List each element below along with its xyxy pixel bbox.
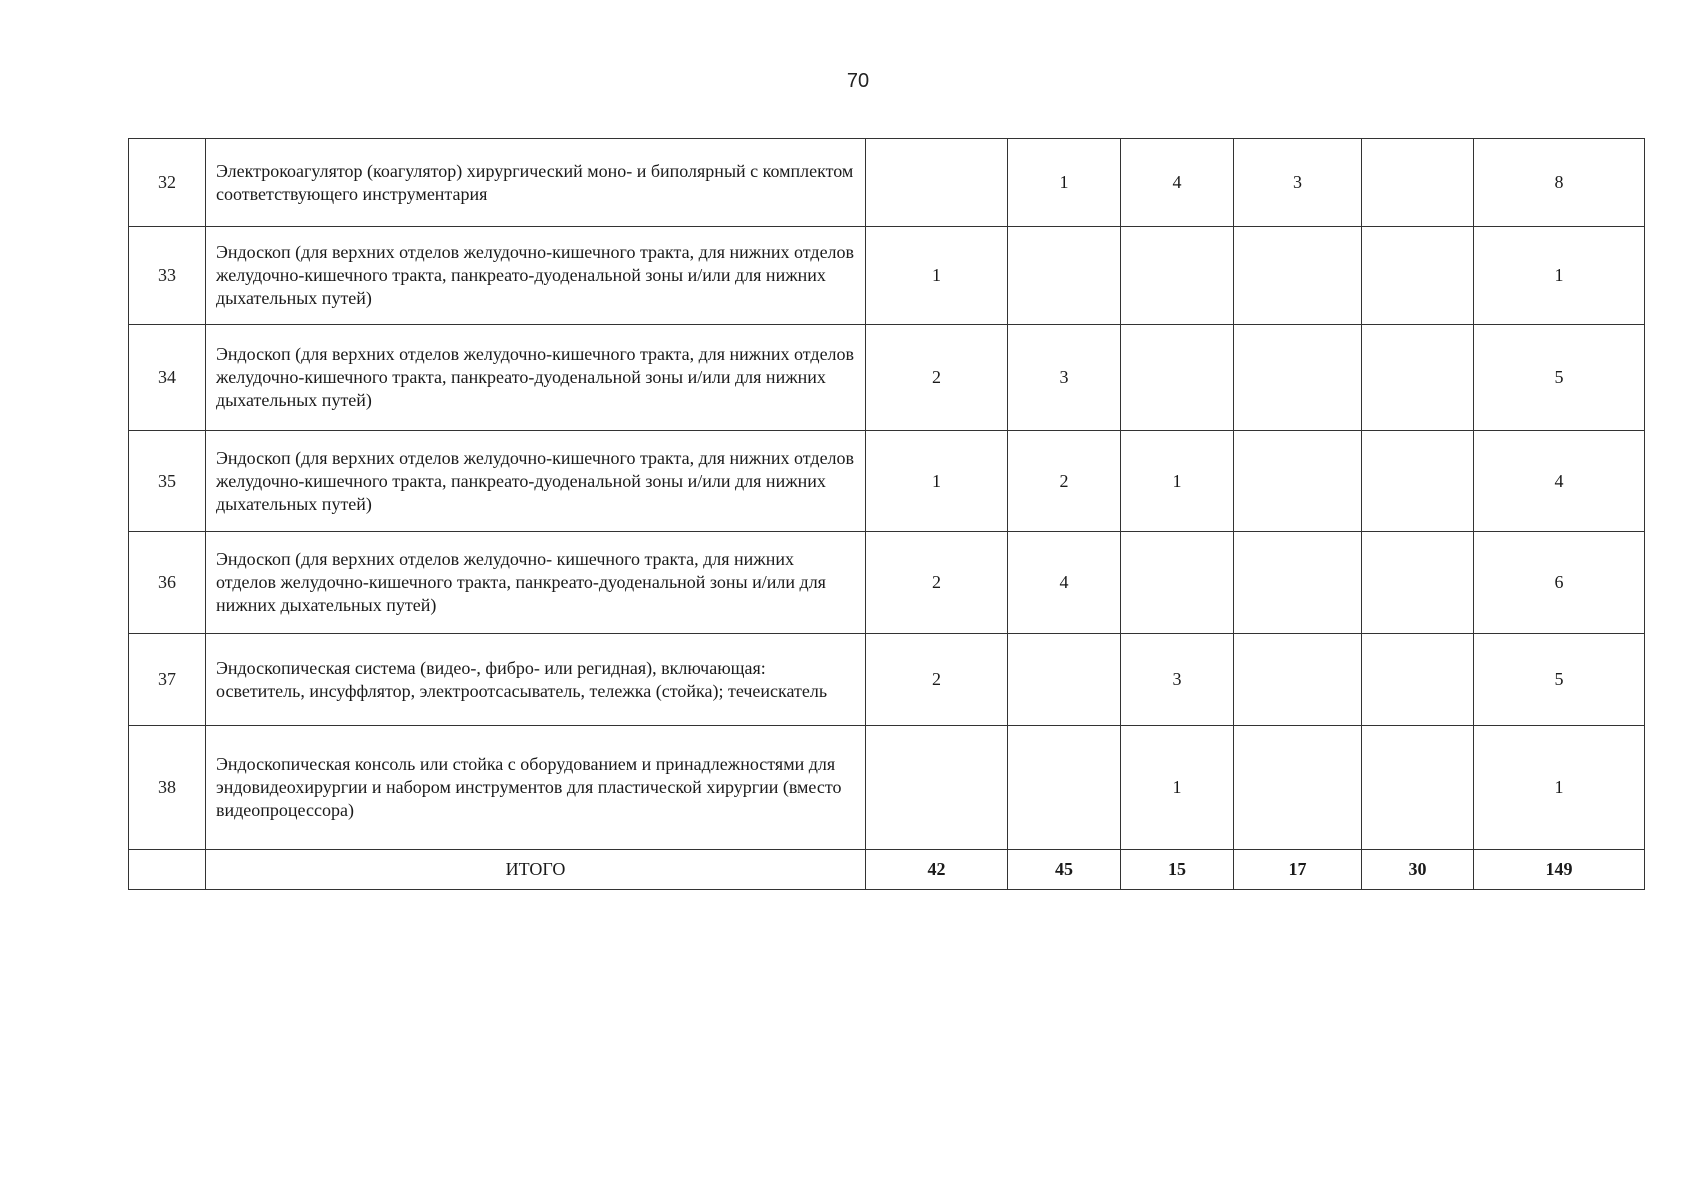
row-total-cell: 6: [1474, 532, 1645, 634]
value-cell: 4: [1008, 532, 1121, 634]
value-cell: 1: [866, 227, 1008, 325]
value-cell: [1362, 431, 1474, 532]
table-row: [129, 634, 1645, 726]
total-value-cell: 17: [1234, 850, 1362, 890]
value-cell: [1234, 726, 1362, 850]
value-cell: [1008, 634, 1121, 726]
value-cell: [1362, 139, 1474, 227]
row-total-cell: 5: [1474, 325, 1645, 431]
value-cell: [866, 139, 1008, 227]
page-number: 70: [846, 70, 870, 92]
value-cell: 1: [1008, 139, 1121, 227]
equipment-name: Электрокоагулятор (коагулятор) хирургический моно- и биполярный с комплектом соответствующего инструментария: [206, 139, 866, 227]
value-cell: 1: [1121, 431, 1234, 532]
value-cell: 2: [866, 532, 1008, 634]
value-cell: [1362, 325, 1474, 431]
equipment-name: Эндоскоп (для верхних отделов желудочно-кишечного тракта, для нижних отделов желудочно-кишечного тракта, панкреато-дуоденальной зоны и/или для нижних дыхательных путей): [206, 227, 866, 325]
row-number: 35: [129, 431, 206, 532]
total-value-cell: 15: [1121, 850, 1234, 890]
value-cell: [1008, 227, 1121, 325]
value-cell: [1234, 431, 1362, 532]
total-value-cell: 42: [866, 850, 1008, 890]
total-value-cell: 45: [1008, 850, 1121, 890]
value-cell: [1362, 726, 1474, 850]
value-cell: [1121, 227, 1234, 325]
table-row: [129, 532, 1645, 634]
equipment-name: Эндоскоп (для верхних отделов желудочно-кишечного тракта, для нижних отделов желудочно-кишечного тракта, панкреато-дуоденальной зоны и/или для нижних дыхательных путей): [206, 431, 866, 532]
value-cell: 2: [866, 634, 1008, 726]
row-total-cell: 5: [1474, 634, 1645, 726]
value-cell: 4: [1121, 139, 1234, 227]
grand-total-cell: 149: [1474, 850, 1645, 890]
table-row: [129, 139, 1645, 227]
equipment-table: [128, 138, 1645, 890]
value-cell: 3: [1234, 139, 1362, 227]
total-label: ИТОГО: [206, 850, 866, 890]
equipment-name: Эндоскоп (для верхних отделов желудочно- кишечного тракта, для нижних отделов желудочно-кишечного тракта, панкреато-дуоденальной зоны и/или для нижних дыхательных путей): [206, 532, 866, 634]
value-cell: [1362, 634, 1474, 726]
value-cell: [1234, 325, 1362, 431]
value-cell: 2: [1008, 431, 1121, 532]
equipment-name: Эндоскоп (для верхних отделов желудочно-кишечного тракта, для нижних отделов желудочно-кишечного тракта, панкреато-дуоденальной зоны и/или для нижних дыхательных путей): [206, 325, 866, 431]
total-value-cell: 30: [1362, 850, 1474, 890]
row-number: 37: [129, 634, 206, 726]
value-cell: 1: [866, 431, 1008, 532]
table-row: [129, 431, 1645, 532]
value-cell: [1234, 227, 1362, 325]
value-cell: 2: [866, 325, 1008, 431]
table-row: [129, 726, 1645, 850]
row-number: 36: [129, 532, 206, 634]
row-total-cell: 8: [1474, 139, 1645, 227]
value-cell: [1362, 532, 1474, 634]
value-cell: 1: [1121, 726, 1234, 850]
total-row: [129, 850, 1645, 890]
value-cell: [1121, 325, 1234, 431]
row-total-cell: 4: [1474, 431, 1645, 532]
total-empty-cell: [129, 850, 206, 890]
table-row: [129, 227, 1645, 325]
row-number: 38: [129, 726, 206, 850]
value-cell: [1362, 227, 1474, 325]
value-cell: [1234, 532, 1362, 634]
row-total-cell: 1: [1474, 726, 1645, 850]
row-number: 34: [129, 325, 206, 431]
value-cell: 3: [1121, 634, 1234, 726]
row-total-cell: 1: [1474, 227, 1645, 325]
value-cell: [1008, 726, 1121, 850]
table-row: [129, 325, 1645, 431]
equipment-name: Эндоскопическая консоль или стойка с оборудованием и принадлежностями для эндовидеохирургии и набором инструментов для пластической хирургии (вместо видеопроцессора): [206, 726, 866, 850]
equipment-name: Эндоскопическая система (видео-, фибро- или регидная), включающая: осветитель, инсуффлятор, электроотсасыватель, тележка (стойка); течеискатель: [206, 634, 866, 726]
value-cell: [1234, 634, 1362, 726]
row-number: 33: [129, 227, 206, 325]
row-number: 32: [129, 139, 206, 227]
value-cell: [1121, 532, 1234, 634]
value-cell: 3: [1008, 325, 1121, 431]
value-cell: [866, 726, 1008, 850]
